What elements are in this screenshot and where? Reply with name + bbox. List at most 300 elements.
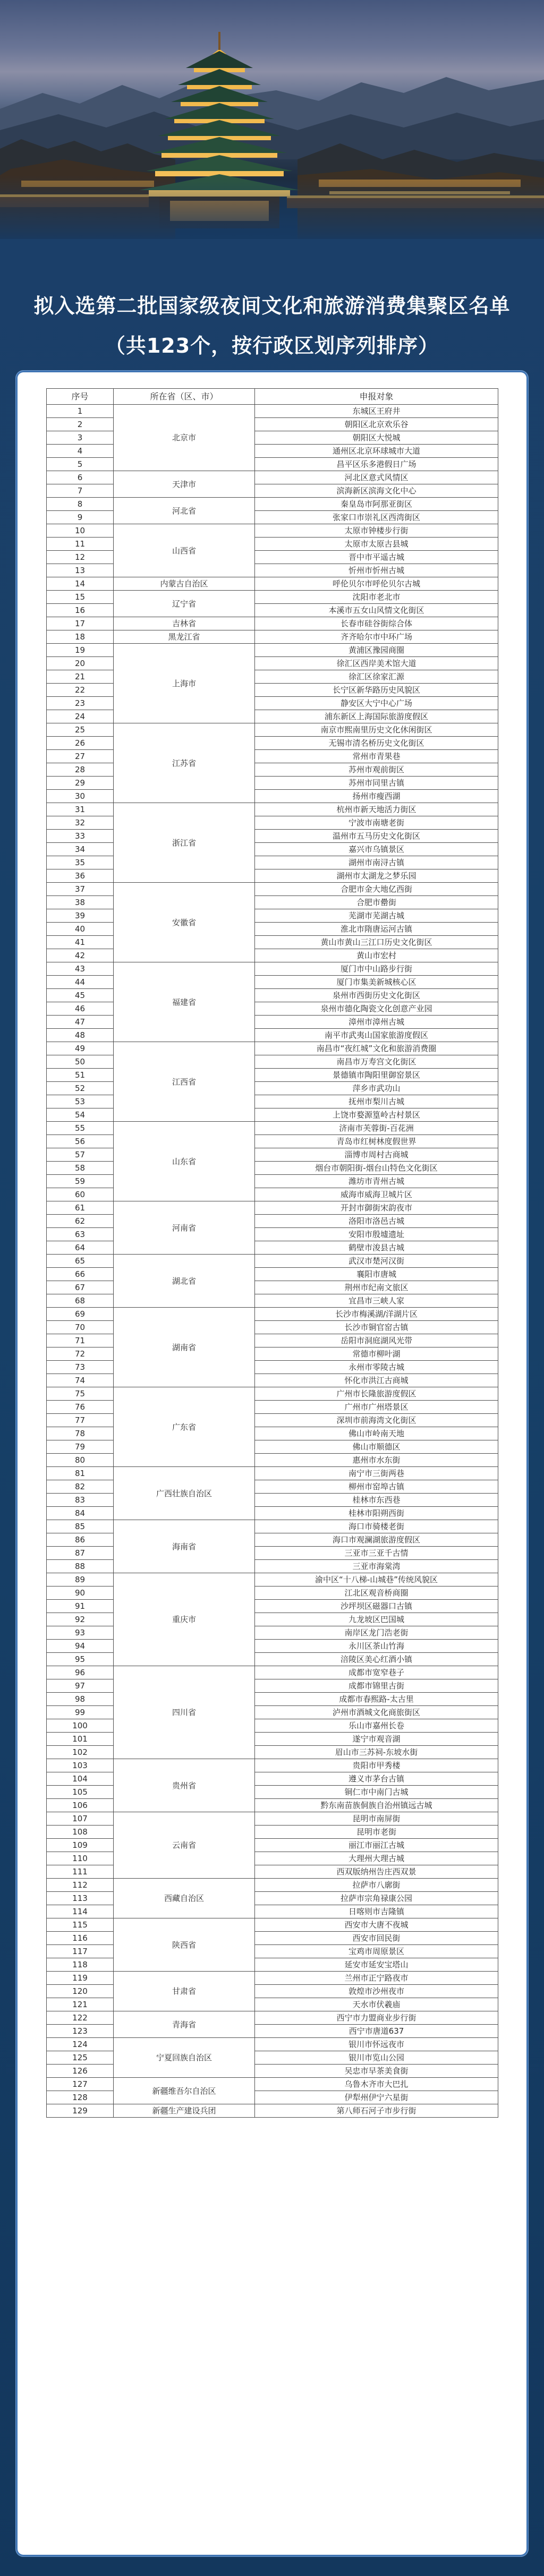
row-index: 14 <box>47 577 114 591</box>
province-cell: 广东省 <box>114 1387 255 1467</box>
applicant-cell: 宜昌市三峡人家 <box>255 1294 498 1308</box>
row-index: 70 <box>47 1321 114 1334</box>
row-index: 35 <box>47 856 114 869</box>
row-index: 28 <box>47 763 114 777</box>
applicant-cell: 银川市览山公园 <box>255 2051 498 2065</box>
applicant-cell: 晋中市平遥古城 <box>255 551 498 564</box>
row-index: 117 <box>47 1945 114 1958</box>
applicant-cell: 惠州市水东街 <box>255 1454 498 1467</box>
applicant-cell: 第八师石河子市步行街 <box>255 2104 498 2118</box>
row-index: 11 <box>47 538 114 551</box>
row-index: 88 <box>47 1560 114 1573</box>
applicant-cell: 萍乡市武功山 <box>255 1082 498 1095</box>
row-index: 38 <box>47 896 114 909</box>
applicant-cell: 上饶市婺源篁岭古村景区 <box>255 1108 498 1122</box>
table-row <box>47 883 498 896</box>
applicant-cell: 乌鲁木齐市大巴扎 <box>255 2078 498 2091</box>
province-cell: 河北省 <box>114 498 255 524</box>
row-index: 5 <box>47 458 114 471</box>
table-row <box>47 1573 498 1586</box>
applicant-cell: 深圳市前海湾文化街区 <box>255 1414 498 1427</box>
applicant-cell: 泉州市西街历史文化街区 <box>255 989 498 1002</box>
table-row <box>47 1122 498 1135</box>
province-cell: 内蒙古自治区 <box>114 577 255 591</box>
page-subtitle: （共123个，按行政区划序列排序） <box>105 334 439 357</box>
row-index: 6 <box>47 471 114 484</box>
table-row <box>47 1812 498 1826</box>
row-index: 76 <box>47 1401 114 1414</box>
header-province: 所在省（区、市） <box>114 389 255 405</box>
row-index: 92 <box>47 1613 114 1626</box>
applicant-cell: 敦煌市沙州夜市 <box>255 1985 498 1998</box>
row-index: 115 <box>47 1918 114 1932</box>
province-cell: 河南省 <box>114 1201 255 1255</box>
table-row <box>47 2011 498 2025</box>
applicant-cell: 黄山市黄山三江口历史文化街区 <box>255 936 498 949</box>
province-cell: 湖北省 <box>114 1255 255 1308</box>
table-row <box>47 591 498 604</box>
applicant-cell: 淄博市周村古商城 <box>255 1148 498 1162</box>
table-row <box>47 1201 498 1215</box>
applicant-cell: 三亚市三亚千古情 <box>255 1547 498 1560</box>
row-index: 7 <box>47 484 114 498</box>
row-index: 10 <box>47 524 114 538</box>
applicant-cell: 合肥市罍街 <box>255 896 498 909</box>
applicant-cell: 烟台市朝阳街-烟台山特色文化街区 <box>255 1162 498 1175</box>
province-cell: 山西省 <box>114 524 255 577</box>
table-row <box>47 1879 498 1892</box>
province-cell: 安徽省 <box>114 883 255 962</box>
header-index: 序号 <box>47 389 114 405</box>
applicant-cell: 乐山市嘉州长卷 <box>255 1719 498 1733</box>
row-index: 63 <box>47 1228 114 1241</box>
applicant-cell: 徐汇区西岸美术馆大道 <box>255 657 498 670</box>
applicant-cell: 忻州市忻州古城 <box>255 564 498 577</box>
province-cell: 浙江省 <box>114 803 255 883</box>
applicant-cell: 扬州市瘦西湖 <box>255 790 498 803</box>
applicant-cell: 东城区王府井 <box>255 405 498 418</box>
applicant-cell: 长沙市梅溪湖/洋湖片区 <box>255 1308 498 1321</box>
row-index: 9 <box>47 511 114 524</box>
applicant-cell: 南平市武夷山国家旅游度假区 <box>255 1029 498 1042</box>
row-index: 50 <box>47 1055 114 1069</box>
row-index: 89 <box>47 1573 114 1586</box>
row-index: 44 <box>47 976 114 989</box>
table-row <box>47 803 498 816</box>
row-index: 19 <box>47 644 114 657</box>
applicant-cell: 湖州市太湖龙之梦乐园 <box>255 869 498 883</box>
applicant-cell: 淮北市隋唐运河古镇 <box>255 923 498 936</box>
row-index: 4 <box>47 445 114 458</box>
applicant-cell: 大理州大理古城 <box>255 1852 498 1865</box>
row-index: 34 <box>47 843 114 856</box>
applicant-cell: 滨海新区滨海文化中心 <box>255 484 498 498</box>
table-row <box>47 723 498 737</box>
applicant-cell: 太原市钟楼步行街 <box>255 524 498 538</box>
applicant-cell: 开封市御街宋韵夜市 <box>255 1201 498 1215</box>
applicant-cell: 通州区北京环球城市大道 <box>255 445 498 458</box>
row-index: 99 <box>47 1706 114 1719</box>
row-index: 110 <box>47 1852 114 1865</box>
applicant-cell: 广州市长隆旅游度假区 <box>255 1387 498 1401</box>
row-index: 90 <box>47 1586 114 1600</box>
row-index: 112 <box>47 1879 114 1892</box>
province-cell: 上海市 <box>114 644 255 723</box>
row-index: 119 <box>47 1972 114 1985</box>
row-index: 123 <box>47 2025 114 2038</box>
province-cell: 江苏省 <box>114 723 255 803</box>
row-index: 48 <box>47 1029 114 1042</box>
row-index: 45 <box>47 989 114 1002</box>
row-index: 40 <box>47 923 114 936</box>
row-index: 22 <box>47 684 114 697</box>
applicant-cell: 天水市伏羲庙 <box>255 1998 498 2011</box>
row-index: 98 <box>47 1693 114 1706</box>
row-index: 129 <box>47 2104 114 2118</box>
row-index: 125 <box>47 2051 114 2065</box>
row-index: 79 <box>47 1440 114 1454</box>
applicant-cell: 合肥市金大地亿西街 <box>255 883 498 896</box>
province-cell: 广西壮族自治区 <box>114 1467 255 1520</box>
list-card <box>16 371 528 2556</box>
row-index: 46 <box>47 1002 114 1016</box>
applicant-cell: 九龙坡区巴国城 <box>255 1613 498 1626</box>
row-index: 59 <box>47 1175 114 1188</box>
applicant-cell: 佛山市岭南天地 <box>255 1427 498 1440</box>
row-index: 39 <box>47 909 114 923</box>
row-index: 17 <box>47 617 114 630</box>
row-index: 128 <box>47 2091 114 2104</box>
province-cell: 湖南省 <box>114 1308 255 1387</box>
table-row <box>47 1972 498 1985</box>
applicant-cell: 温州市五马历史文化街区 <box>255 830 498 843</box>
table-body <box>47 405 498 2118</box>
row-index: 67 <box>47 1281 114 1294</box>
applicant-cell: 海口市观澜湖旅游度假区 <box>255 1533 498 1547</box>
row-index: 104 <box>47 1772 114 1786</box>
province-cell: 陕西省 <box>114 1918 255 1972</box>
row-index: 84 <box>47 1507 114 1520</box>
table-header-row <box>47 389 498 405</box>
table-row <box>47 1042 498 1055</box>
province-cell: 福建省 <box>114 962 255 1042</box>
table-row <box>47 1387 498 1401</box>
applicant-cell: 宁波市南塘老街 <box>255 816 498 830</box>
applicant-cell: 苏州市同里古镇 <box>255 777 498 790</box>
applicant-cell: 昌平区乐多港假日广场 <box>255 458 498 471</box>
hero-fade <box>0 175 544 239</box>
applicant-cell: 河北区意式风情区 <box>255 471 498 484</box>
row-index: 55 <box>47 1122 114 1135</box>
row-index: 111 <box>47 1865 114 1879</box>
province-cell: 云南省 <box>114 1812 255 1879</box>
applicant-cell: 成都市宽窄巷子 <box>255 1666 498 1679</box>
applicant-cell: 西安市大唐不夜城 <box>255 1918 498 1932</box>
row-index: 29 <box>47 777 114 790</box>
applicant-cell: 兰州市正宁路夜市 <box>255 1972 498 1985</box>
row-index: 120 <box>47 1985 114 1998</box>
applicant-cell: 静安区大宁中心广场 <box>255 697 498 710</box>
applicant-cell: 济南市芙蓉街-百花洲 <box>255 1122 498 1135</box>
table-row <box>47 1666 498 1679</box>
applicant-cell: 黄浦区豫园商圈 <box>255 644 498 657</box>
table-row <box>47 617 498 630</box>
row-index: 25 <box>47 723 114 737</box>
row-index: 60 <box>47 1188 114 1201</box>
applicant-cell: 太原市太原古县城 <box>255 538 498 551</box>
row-index: 41 <box>47 936 114 949</box>
row-index: 3 <box>47 431 114 445</box>
province-cell: 辽宁省 <box>114 591 255 617</box>
applicant-cell: 江北区观音桥商圈 <box>255 1586 498 1600</box>
applicant-cell: 三亚市海棠湾 <box>255 1560 498 1573</box>
row-index: 121 <box>47 1998 114 2011</box>
row-index: 61 <box>47 1201 114 1215</box>
row-index: 127 <box>47 2078 114 2091</box>
applicant-cell: 黄山市宏村 <box>255 949 498 962</box>
applicant-cell: 秦皇岛市阿那亚街区 <box>255 498 498 511</box>
table-row <box>47 644 498 657</box>
applicant-cell: 洛阳市洛邑古城 <box>255 1215 498 1228</box>
table-row <box>47 2078 498 2091</box>
province-cell: 山东省 <box>114 1122 255 1201</box>
province-cell: 甘肃省 <box>114 1972 255 2011</box>
row-index: 36 <box>47 869 114 883</box>
row-index: 93 <box>47 1626 114 1640</box>
row-index: 52 <box>47 1082 114 1095</box>
page-title: 拟入选第二批国家级夜间文化和旅游消费集聚区名单 <box>33 294 511 318</box>
row-index: 101 <box>47 1733 114 1746</box>
table-row <box>47 577 498 591</box>
table-row <box>47 405 498 418</box>
province-cell: 贵州省 <box>114 1759 255 1812</box>
applicant-cell: 朝阳区北京欢乐谷 <box>255 418 498 431</box>
table-row <box>47 1308 498 1321</box>
row-index: 71 <box>47 1334 114 1347</box>
applicant-cell: 本溪市五女山风情文化街区 <box>255 604 498 617</box>
applicant-cell: 抚州市梨川古城 <box>255 1095 498 1108</box>
province-cell: 黑龙江省 <box>114 630 255 644</box>
province-cell: 江西省 <box>114 1042 255 1122</box>
applicant-cell: 芜湖市芜湖古城 <box>255 909 498 923</box>
applicant-cell: 湖州市南浔古镇 <box>255 856 498 869</box>
row-index: 33 <box>47 830 114 843</box>
applicant-cell: 宝鸡市周原景区 <box>255 1945 498 1958</box>
applicant-cell: 鹤壁市浚县古城 <box>255 1241 498 1255</box>
row-index: 83 <box>47 1494 114 1507</box>
applicant-cell: 吴忠市早茶美食街 <box>255 2065 498 2078</box>
applicant-cell: 遂宁市观音湖 <box>255 1733 498 1746</box>
row-index: 94 <box>47 1640 114 1653</box>
row-index: 68 <box>47 1294 114 1308</box>
applicant-cell: 拉萨市八廓街 <box>255 1879 498 1892</box>
row-index: 57 <box>47 1148 114 1162</box>
applicant-cell: 朝阳区大悦城 <box>255 431 498 445</box>
row-index: 97 <box>47 1679 114 1693</box>
applicant-cell: 涪陵区美心红酒小镇 <box>255 1653 498 1666</box>
row-index: 100 <box>47 1719 114 1733</box>
table-row <box>47 630 498 644</box>
row-index: 78 <box>47 1427 114 1440</box>
applicant-cell: 眉山市三苏祠-东坡水街 <box>255 1746 498 1759</box>
row-index: 118 <box>47 1958 114 1972</box>
applicant-cell: 南昌市“夜红城”文化和旅游消费圈 <box>255 1042 498 1055</box>
row-index: 1 <box>47 405 114 418</box>
row-index: 54 <box>47 1108 114 1122</box>
applicant-cell: 武汉市楚河汉街 <box>255 1255 498 1268</box>
row-index: 116 <box>47 1932 114 1945</box>
applicant-cell: 沙坪坝区磁器口古镇 <box>255 1600 498 1613</box>
applicant-cell: 西安市回民街 <box>255 1932 498 1945</box>
applicant-cell: 张家口市崇礼区西湾街区 <box>255 511 498 524</box>
row-index: 65 <box>47 1255 114 1268</box>
row-index: 21 <box>47 670 114 684</box>
row-index: 122 <box>47 2011 114 2025</box>
row-index: 91 <box>47 1600 114 1613</box>
table-row <box>47 2038 498 2051</box>
row-index: 32 <box>47 816 114 830</box>
applicant-cell: 南宁市三街两巷 <box>255 1467 498 1480</box>
applicant-cell: 遵义市茅台古镇 <box>255 1772 498 1786</box>
row-index: 24 <box>47 710 114 723</box>
row-index: 113 <box>47 1892 114 1905</box>
table-row <box>47 524 498 538</box>
applicant-cell: 沈阳市老北市 <box>255 591 498 604</box>
applicant-cell: 呼伦贝尔市呼伦贝尔古城 <box>255 577 498 591</box>
row-index: 69 <box>47 1308 114 1321</box>
applicant-cell: 伊犁州伊宁六星街 <box>255 2091 498 2104</box>
row-index: 51 <box>47 1069 114 1082</box>
row-index: 81 <box>47 1467 114 1480</box>
applicant-cell: 西双版纳州告庄西双景 <box>255 1865 498 1879</box>
row-index: 85 <box>47 1520 114 1533</box>
applicant-cell: 浦东新区上海国际旅游度假区 <box>255 710 498 723</box>
applicant-cell: 丽江市丽江古城 <box>255 1839 498 1852</box>
applicant-cell: 襄阳市唐城 <box>255 1268 498 1281</box>
row-index: 108 <box>47 1826 114 1839</box>
applicant-cell: 长春市硅谷街综合体 <box>255 617 498 630</box>
table-row <box>47 1520 498 1533</box>
applicant-cell: 青岛市红树林度假世界 <box>255 1135 498 1148</box>
applicant-cell: 岳阳市洞庭湖风光带 <box>255 1334 498 1347</box>
row-index: 124 <box>47 2038 114 2051</box>
applicant-cell: 苏州市观前街区 <box>255 763 498 777</box>
province-cell: 新疆生产建设兵团 <box>114 2104 255 2118</box>
row-index: 80 <box>47 1454 114 1467</box>
row-index: 12 <box>47 551 114 564</box>
row-index: 49 <box>47 1042 114 1055</box>
province-cell: 海南省 <box>114 1520 255 1573</box>
applicant-cell: 威海市威海卫城片区 <box>255 1188 498 1201</box>
row-index: 37 <box>47 883 114 896</box>
hero-banner <box>0 0 544 239</box>
row-index: 42 <box>47 949 114 962</box>
row-index: 73 <box>47 1361 114 1374</box>
applicant-cell: 拉萨市宗角禄康公园 <box>255 1892 498 1905</box>
row-index: 53 <box>47 1095 114 1108</box>
applicant-cell: 西宁市力盟商业步行街 <box>255 2011 498 2025</box>
province-cell: 青海省 <box>114 2011 255 2038</box>
row-index: 43 <box>47 962 114 976</box>
province-cell: 北京市 <box>114 405 255 471</box>
applicant-cell: 杭州市新天地活力街区 <box>255 803 498 816</box>
province-cell: 西藏自治区 <box>114 1879 255 1918</box>
row-index: 13 <box>47 564 114 577</box>
applicant-cell: 渝中区“十八梯-山城巷”传统风貌区 <box>255 1573 498 1586</box>
table-row <box>47 498 498 511</box>
row-index: 56 <box>47 1135 114 1148</box>
row-index: 86 <box>47 1533 114 1547</box>
applicant-cell: 银川市怀远夜市 <box>255 2038 498 2051</box>
row-index: 64 <box>47 1241 114 1255</box>
applicant-cell: 长沙市铜官窑古镇 <box>255 1321 498 1334</box>
applicant-cell: 西宁市唐道637 <box>255 2025 498 2038</box>
row-index: 62 <box>47 1215 114 1228</box>
applicant-cell: 延安市延安宝塔山 <box>255 1958 498 1972</box>
applicant-cell: 安阳市殷墟遗址 <box>255 1228 498 1241</box>
applicant-cell: 桂林市阳朔西街 <box>255 1507 498 1520</box>
applicant-cell: 贵阳市甲秀楼 <box>255 1759 498 1772</box>
row-index: 95 <box>47 1653 114 1666</box>
applicant-cell: 佛山市顺德区 <box>255 1440 498 1454</box>
row-index: 8 <box>47 498 114 511</box>
district-list-table <box>46 388 498 2118</box>
row-index: 16 <box>47 604 114 617</box>
applicant-cell: 永川区茶山竹海 <box>255 1640 498 1653</box>
applicant-cell: 泉州市德化陶瓷文化创意产业园 <box>255 1002 498 1016</box>
row-index: 102 <box>47 1746 114 1759</box>
applicant-cell: 怀化市洪江古商城 <box>255 1374 498 1387</box>
table-row <box>47 471 498 484</box>
applicant-cell: 无锡市清名桥历史文化街区 <box>255 737 498 750</box>
table-row <box>47 1918 498 1932</box>
applicant-cell: 长宁区新华路历史风貌区 <box>255 684 498 697</box>
province-cell: 宁夏回族自治区 <box>114 2038 255 2078</box>
applicant-cell: 荆州市纪南文旅区 <box>255 1281 498 1294</box>
row-index: 87 <box>47 1547 114 1560</box>
row-index: 103 <box>47 1759 114 1772</box>
row-index: 82 <box>47 1480 114 1494</box>
applicant-cell: 黔东南苗族侗族自治州镇远古城 <box>255 1799 498 1812</box>
row-index: 27 <box>47 750 114 763</box>
row-index: 114 <box>47 1905 114 1918</box>
table-row <box>47 1255 498 1268</box>
row-index: 126 <box>47 2065 114 2078</box>
province-cell: 吉林省 <box>114 617 255 630</box>
table-row <box>47 2104 498 2118</box>
row-index: 75 <box>47 1387 114 1401</box>
row-index: 74 <box>47 1374 114 1387</box>
applicant-cell: 泸州市酒城文化商旅街区 <box>255 1706 498 1719</box>
row-index: 23 <box>47 697 114 710</box>
row-index: 20 <box>47 657 114 670</box>
applicant-cell: 昆明市南屏街 <box>255 1812 498 1826</box>
applicant-cell: 铜仁市中南门古城 <box>255 1786 498 1799</box>
table-row <box>47 1759 498 1772</box>
applicant-cell: 嘉兴市乌镇景区 <box>255 843 498 856</box>
table-row <box>47 962 498 976</box>
row-index: 72 <box>47 1347 114 1361</box>
applicant-cell: 永州市零陵古城 <box>255 1361 498 1374</box>
province-cell: 天津市 <box>114 471 255 498</box>
row-index: 66 <box>47 1268 114 1281</box>
row-index: 107 <box>47 1812 114 1826</box>
table-row <box>47 1467 498 1480</box>
row-index: 2 <box>47 418 114 431</box>
province-cell: 重庆市 <box>114 1573 255 1666</box>
applicant-cell: 徐汇区徐家汇源 <box>255 670 498 684</box>
applicant-cell: 柳州市窑埠古镇 <box>255 1480 498 1494</box>
